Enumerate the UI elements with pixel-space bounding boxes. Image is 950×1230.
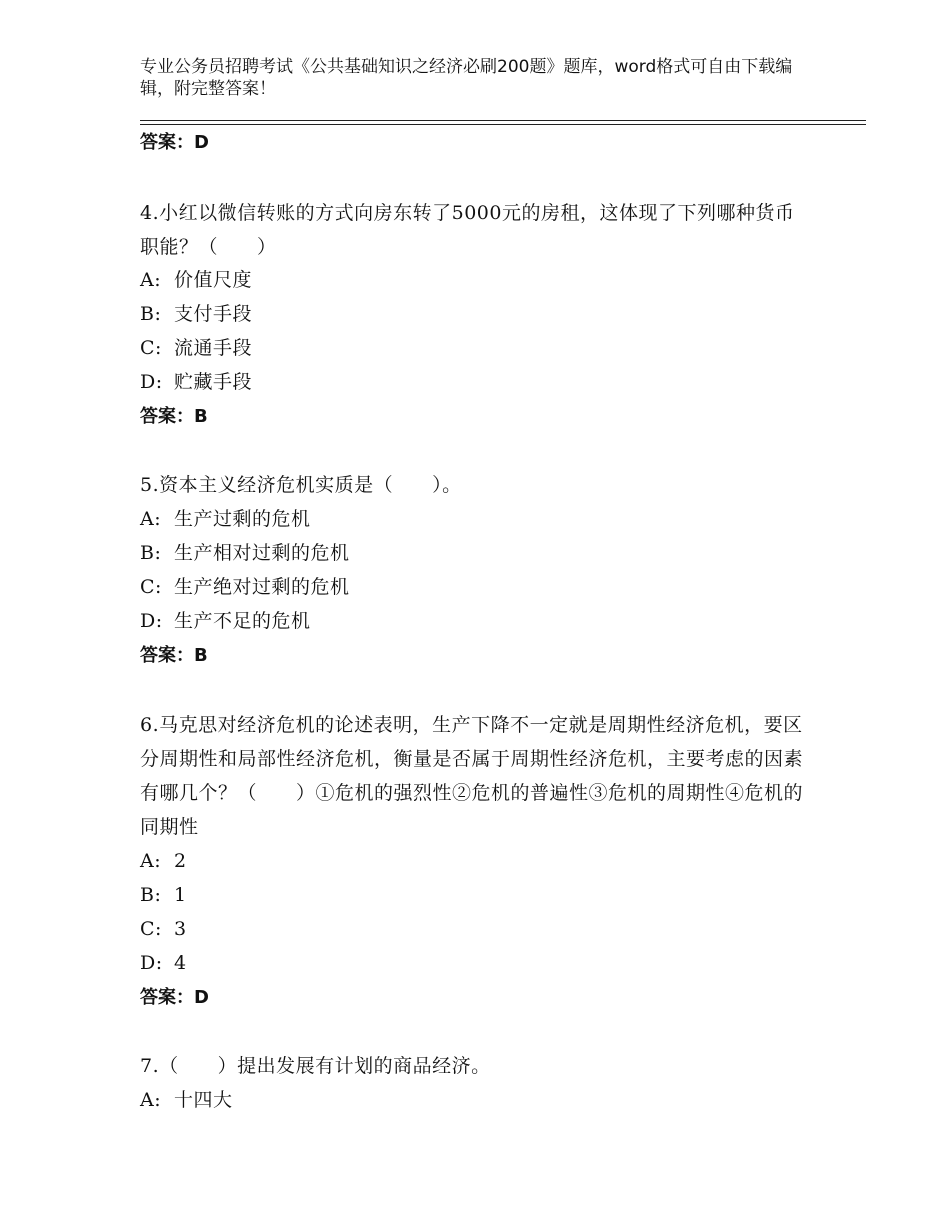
option-letter: A: xyxy=(140,850,162,872)
question-6-option-b xyxy=(140,882,187,908)
option-text: 2 xyxy=(174,850,187,872)
option-text: 十四大 xyxy=(174,1089,233,1111)
option-letter: C: xyxy=(140,918,162,940)
option-letter: B: xyxy=(140,542,162,564)
question-4-option-b xyxy=(140,301,252,327)
option-text: 贮藏手段 xyxy=(174,371,253,393)
option-text: 生产绝对过剩的危机 xyxy=(174,576,350,598)
option-text: 1 xyxy=(174,884,187,906)
option-text: 流通手段 xyxy=(174,337,253,359)
option-letter: A: xyxy=(140,269,162,291)
answer-q3: 答案：D xyxy=(140,132,209,153)
question-5-option-d xyxy=(140,608,311,634)
answer-q4: 答案：B xyxy=(140,406,208,427)
question-5-stem: 5.资本主义经济危机实质是（ ）。 xyxy=(140,474,462,496)
option-text: 生产过剩的危机 xyxy=(174,508,311,530)
option-letter: A: xyxy=(140,508,162,530)
option-text: 价值尺度 xyxy=(174,269,253,291)
option-letter: D: xyxy=(140,610,163,632)
question-6-option-d xyxy=(140,950,187,976)
answer-q5: 答案：B xyxy=(140,645,208,666)
option-letter: C: xyxy=(140,576,162,598)
question-7-option-a xyxy=(140,1087,233,1113)
question-6-stem: 6.马克思对经济危机的论述表明，生产下降不一定就是周期性经济危机，要区分周期性和局部性经济危机，衡量是否属于周期性经济危机，主要考虑的因素有哪几个？（ ）①危机的强烈性②危机的普遍性③危机的周期性④危机的同期性 xyxy=(140,714,804,838)
question-6-option-a xyxy=(140,848,187,874)
question-4-option-a xyxy=(140,267,252,293)
question-5-option-a xyxy=(140,506,311,532)
option-letter: D: xyxy=(140,371,163,393)
option-text: 4 xyxy=(174,952,187,974)
question-6-option-c xyxy=(140,916,187,942)
header-rule-bottom xyxy=(140,124,866,125)
question-5-option-c xyxy=(140,574,350,600)
question-4-option-c xyxy=(140,335,252,361)
option-letter: D: xyxy=(140,952,163,974)
question-7-stem: 7.（ ）提出发展有计划的商品经济。 xyxy=(140,1055,491,1077)
question-4-stem: 4.小红以微信转账的方式向房东转了5000元的房租，这体现了下列哪种货币职能？（ ） xyxy=(140,202,795,258)
option-text: 生产相对过剩的危机 xyxy=(174,542,350,564)
option-letter: B: xyxy=(140,884,162,906)
option-letter: C: xyxy=(140,337,162,359)
option-letter: B: xyxy=(140,303,162,325)
answer-q6: 答案：D xyxy=(140,987,209,1008)
question-4-option-d xyxy=(140,369,252,395)
question-5-option-b xyxy=(140,540,350,566)
option-text: 3 xyxy=(174,918,187,940)
header-rule-top xyxy=(140,120,866,121)
document-header: 专业公务员招聘考试《公共基础知识之经济必刷200题》题库，word格式可自由下载编辑，附完整答案！ xyxy=(140,57,793,99)
option-text: 支付手段 xyxy=(174,303,253,325)
option-letter: A: xyxy=(140,1089,162,1111)
option-text: 生产不足的危机 xyxy=(174,610,311,632)
